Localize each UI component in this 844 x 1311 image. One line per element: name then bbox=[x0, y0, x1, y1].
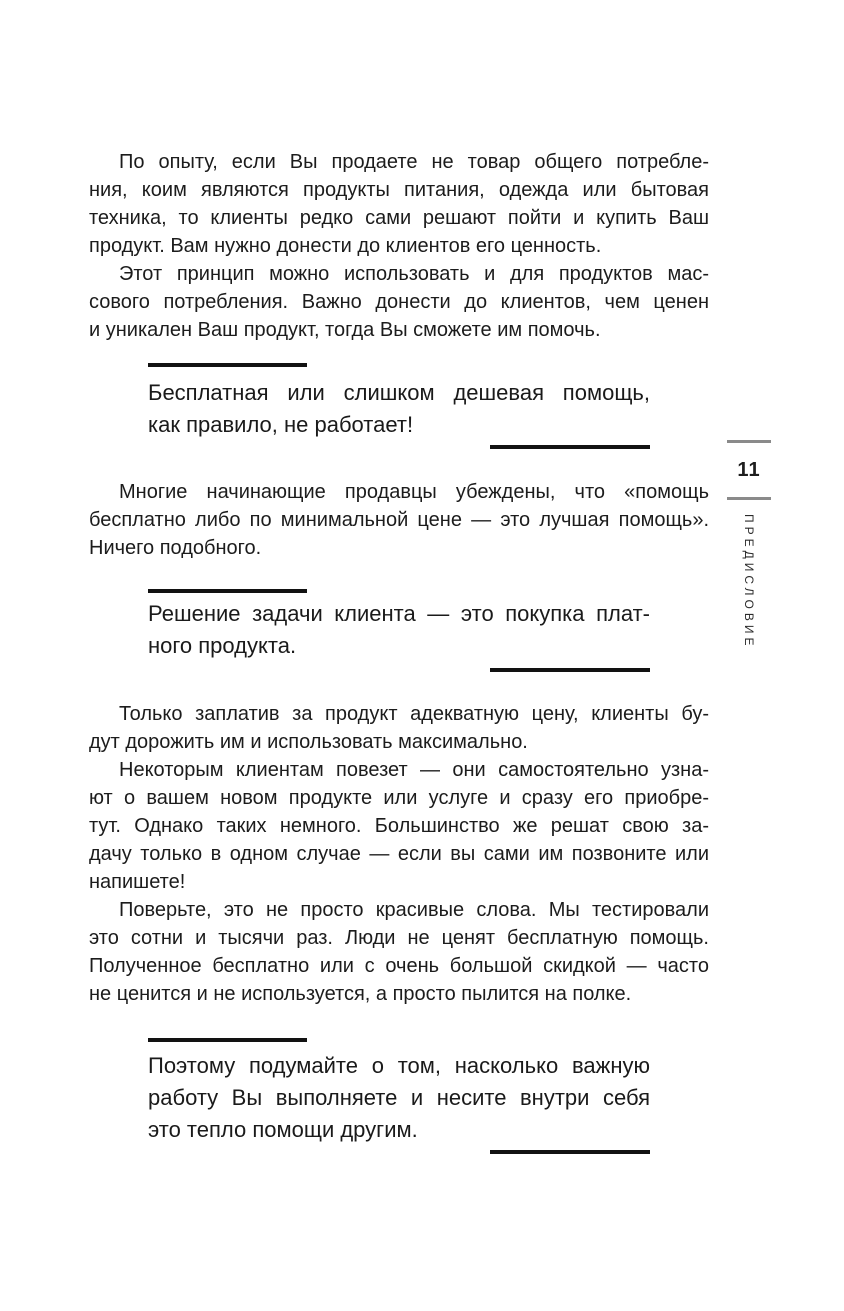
page-number: 11 bbox=[737, 458, 761, 481]
text-line: сового потребления. Важно донести до клиентов, чем ценен bbox=[89, 291, 709, 313]
text-line: дут дорожить им и использовать максимально. bbox=[89, 731, 528, 753]
text-line: ния, коим являются продукты питания, одежда или бытовая bbox=[89, 179, 709, 201]
pull-quote-2 bbox=[148, 589, 650, 672]
text-line: бесплатно либо по минимальной цене — это лучшая помощь». bbox=[89, 509, 709, 531]
text-line: работу Вы выполняете и несите внутри себя bbox=[148, 1085, 650, 1110]
text-line: Поэтому подумайте о том, насколько важную bbox=[148, 1053, 650, 1078]
quote-text bbox=[148, 593, 650, 668]
paragraph-3 bbox=[89, 478, 709, 562]
text-line: ного продукта. bbox=[148, 633, 297, 658]
page-margin-sidebar bbox=[727, 440, 771, 650]
text-line: это сотни и тысячи раз. Люди не ценят бесплатную помощь. bbox=[89, 927, 709, 949]
page-content bbox=[89, 148, 709, 1154]
text-line: Только заплатив за продукт адекватную цену, клиенты бу- bbox=[119, 703, 709, 725]
quote-rule-bottom bbox=[490, 445, 650, 449]
text-line: Бесплатная или слишком дешевая помощь, bbox=[148, 380, 650, 405]
text-line: Ничего подобного. bbox=[89, 537, 262, 559]
text-line: тут. Однако таких немного. Большинство же решат свою за- bbox=[89, 815, 709, 837]
chapter-title-vertical: ПРЕДИСЛОВИЕ bbox=[742, 514, 756, 650]
quote-rule-bottom bbox=[490, 1150, 650, 1154]
text-line: По опыту, если Вы продаете не товар общего потребле- bbox=[119, 151, 709, 173]
text-line: продукт. Вам нужно донести до клиентов его ценность. bbox=[89, 235, 602, 257]
text-line: это тепло помощи другим. bbox=[148, 1117, 418, 1142]
paragraph-4 bbox=[89, 700, 709, 756]
text-line: Решение задачи клиента — это покупка плат- bbox=[148, 601, 650, 626]
paragraph-1 bbox=[89, 148, 709, 260]
pull-quote-1 bbox=[148, 363, 650, 449]
quote-rule-bottom bbox=[490, 668, 650, 672]
quote-text bbox=[148, 1042, 650, 1150]
text-line: Полученное бесплатно или с очень большой скидкой — часто bbox=[89, 955, 709, 977]
page-number-rule-bottom bbox=[727, 497, 771, 500]
pull-quote-3 bbox=[148, 1038, 650, 1154]
quote-text bbox=[148, 367, 650, 445]
paragraph-2 bbox=[89, 260, 709, 344]
text-line: Некоторым клиентам повезет — они самостоятельно узна- bbox=[119, 759, 709, 781]
text-line: Многие начинающие продавцы убеждены, что «помощь bbox=[119, 481, 709, 503]
text-line: напишете! bbox=[89, 871, 186, 893]
text-line: как правило, не работает! bbox=[148, 412, 414, 437]
text-line: ют о вашем новом продукте или услуге и сразу его приобре- bbox=[89, 787, 709, 809]
text-line: Поверьте, это не просто красивые слова. Мы тестировали bbox=[119, 899, 709, 921]
text-line: и уникален Ваш продукт, тогда Вы сможете им помочь. bbox=[89, 319, 601, 341]
text-line: не ценится и не используется, а просто пылится на полке. bbox=[89, 983, 632, 1005]
text-line: дачу только в одном случае — если вы сами им позвоните или bbox=[89, 843, 709, 865]
text-line: техника, то клиенты редко сами решают пойти и купить Ваш bbox=[89, 207, 709, 229]
paragraph-5 bbox=[89, 756, 709, 896]
text-line: Этот принцип можно использовать и для продуктов мас- bbox=[119, 263, 709, 285]
paragraph-6 bbox=[89, 896, 709, 1008]
